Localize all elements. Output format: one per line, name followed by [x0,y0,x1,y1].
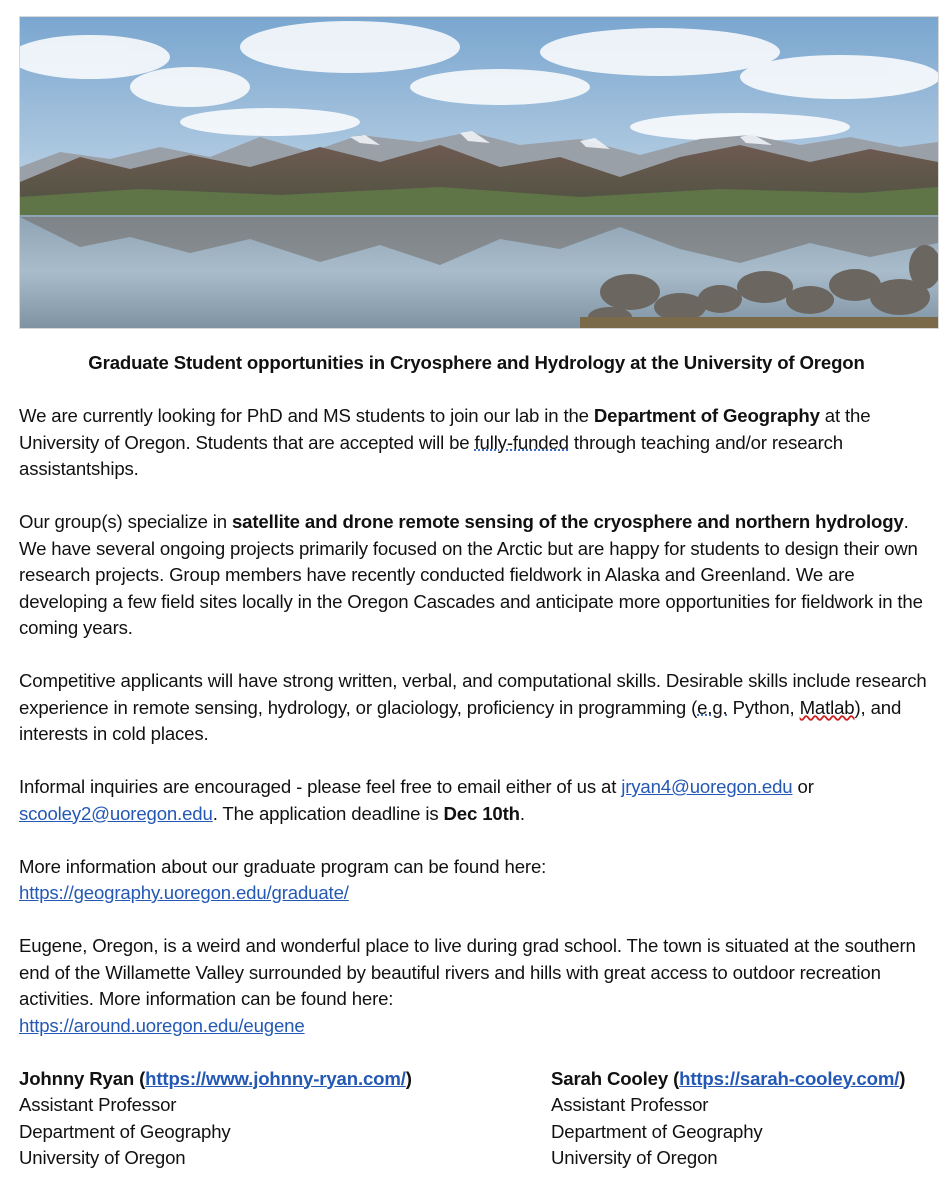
email-link-jryan[interactable]: jryan4@uoregon.edu [621,776,793,797]
graduate-program-link[interactable]: https://geography.uoregon.edu/graduate/ [19,882,349,903]
inquiries-text-4: . [519,802,525,824]
signature-paren-close: ) [405,1067,412,1089]
signature-johnny-ryan [19,1066,412,1172]
intro-paragraph [19,403,934,483]
signature-sarah-cooley [551,1066,905,1172]
program-text: More information about our graduate program can be found here: [19,855,547,877]
signature-university: University of Oregon [19,1147,186,1168]
inquiries-paragraph [19,774,934,827]
flyer-body [19,350,934,1176]
email-link-scooley[interactable]: scooley2@uoregon.edu [19,802,213,824]
research-text-1: Our group(s) specialize in [19,511,232,532]
signature-paren-open: ( [668,1067,680,1089]
intro-text-1: We are currently looking for PhD and MS students to join our lab in the [19,405,594,426]
skills-paragraph [19,668,934,748]
intro-text-3: through teaching and/or research assistantships. [19,431,843,479]
signature-name-line [551,1066,905,1093]
hero-landscape-image [20,17,938,328]
skills-text-1: Competitive applicants will have strong written, verbal, and computational skills. Desirable skills include research experience in remote sensing, hydrology, or glaciology, proficiency in programming ( [19,670,927,718]
eugene-text: Eugene, Oregon, is a weird and wonderful place to live during grad school. The town is situated at the southern end of the Willamette Valley surrounded by beautiful rivers and hills with great access to outdoor recreation activities. More information can be found here: [19,935,916,1009]
signature-role: Assistant Professor [19,1094,177,1115]
matlab-text: Matlab [799,696,855,718]
signature-department: Department of Geography [551,1120,763,1142]
signature-name: Johnny Ryan [19,1067,135,1089]
signatures [19,1066,934,1176]
signature-department: Department of Geography [19,1120,231,1142]
page-title: Graduate Student opportunities in Cryosphere and Hydrology at the University of Oregon [88,352,865,373]
signature-role: Assistant Professor [551,1094,709,1115]
department-name: Department of Geography [593,405,820,426]
inquiries-text-2: or [792,776,814,797]
signature-name-line [19,1066,412,1093]
johnny-ryan-website-link[interactable]: https://www.johnny-ryan.com/ [145,1067,406,1089]
eg-text: e.g. [697,696,728,718]
hero-photo [19,16,939,329]
inquiries-text-1: Informal inquiries are encouraged - please feel free to email either of us at [19,776,622,797]
skills-text-3: ), and interests in cold places. [19,696,902,744]
application-deadline: Dec 10th [443,802,520,824]
fully-funded-text: fully-funded [474,431,569,453]
signature-name: Sarah Cooley [551,1067,669,1089]
inquiries-text-3: . The application deadline is [212,802,444,824]
research-paragraph [19,509,934,642]
program-paragraph [19,854,934,907]
sarah-cooley-website-link[interactable]: https://sarah-cooley.com/ [679,1067,900,1089]
signature-university: University of Oregon [551,1147,718,1168]
research-focus: satellite and drone remote sensing of the cryosphere and northern hydrology [231,511,904,532]
intro-text-2: at the University of Oregon. Students that are accepted will be [19,405,871,453]
signature-paren-open: ( [134,1067,146,1089]
eugene-paragraph [19,933,934,1039]
research-text-2: . We have several ongoing projects primarily focused on the Arctic but are happy for students to design their own research projects. Group members have recently conducted fieldwork in Alaska and Greenland. We are developing a few field sites locally in the Oregon Cascades and anticipate more opportunities for fieldwork in the coming years. [19,511,923,638]
signature-paren-close: ) [899,1067,906,1089]
skills-text-2: Python, [727,696,800,718]
eugene-info-link[interactable]: https://around.uoregon.edu/eugene [19,1014,305,1036]
